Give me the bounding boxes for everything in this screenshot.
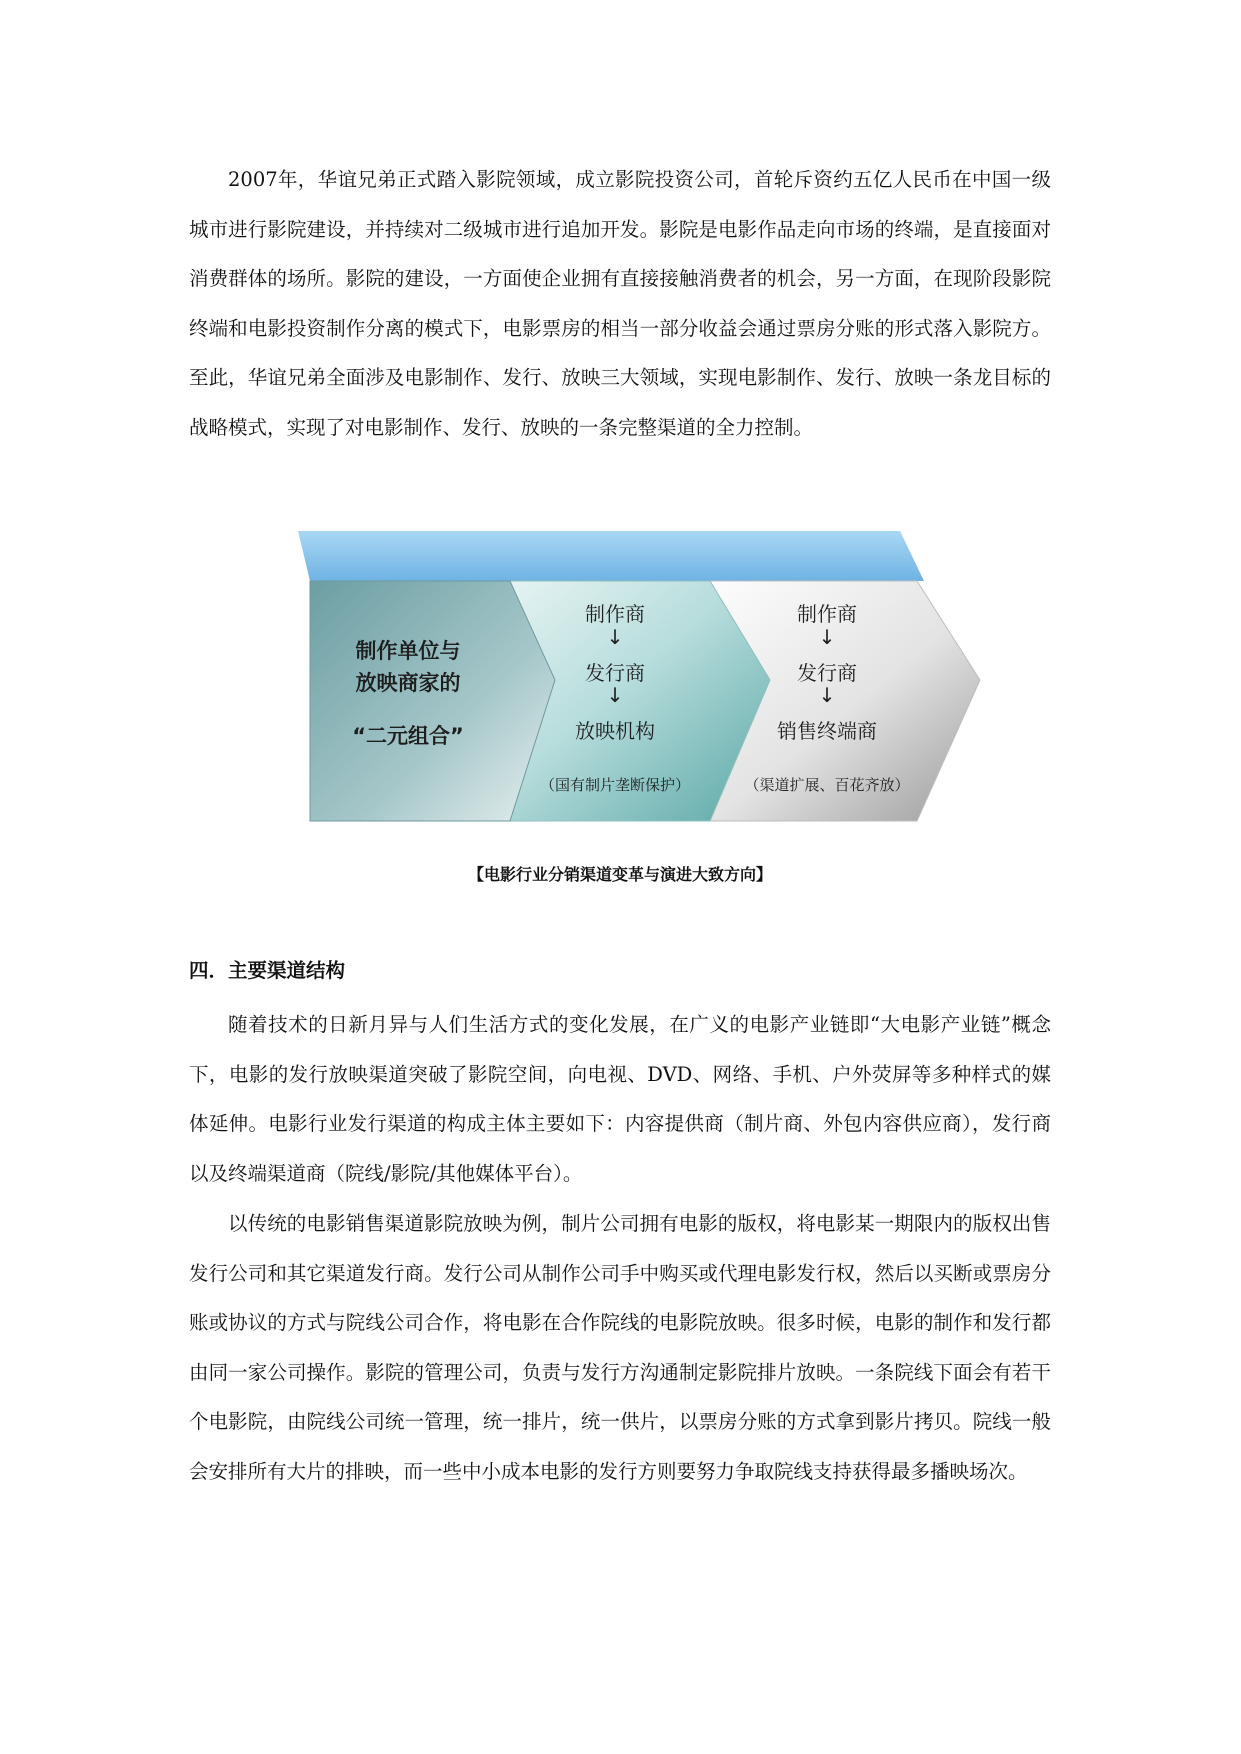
diagram-caption: 【电影行业分销渠道变革与演进大致方向】 <box>467 865 772 884</box>
section-heading: 四．主要渠道结构 <box>189 959 346 982</box>
stage1-line1: 制作单位与 <box>355 639 461 663</box>
stage2-note: （国有制片垄断保护） <box>539 776 690 794</box>
stage2-producer: 制作商 <box>585 602 645 626</box>
diagram-top-band <box>298 531 924 581</box>
stage2-arrow-down-icon: ↓ <box>606 683 624 707</box>
stage2-arrow-down-icon: ↓ <box>606 625 624 649</box>
stage3-arrow-down-icon: ↓ <box>818 683 836 707</box>
channel-evolution-diagram <box>290 527 990 837</box>
stage3-arrow-down-icon: ↓ <box>818 625 836 649</box>
stage1-line3: “二元组合” <box>352 724 464 748</box>
paragraph-cinema-example: 以传统的电影销售渠道影院放映为例，制片公司拥有电影的版权，将电影某一期限内的版权出售发行公司和其它渠道发行商。发行公司从制作公司手中购买或代理电影发行权，然后以买断或票房分账或协议的方式与院线公司合作，将电影在合作院线的电影院放映。很多时候，电影的制作和发行都由同一家公司操作。影院的管理公司，负责与发行方沟通制定影院排片放映。一条院线下面会有若干个电影院，由院线公司统一管理，统一排片，统一供片，以票房分账的方式拿到影片拷贝。院线一般会安排所有大片的排映，而一些中小成本电影的发行方则要努力争取院线支持获得最多播映场次。 <box>189 1212 1051 1483</box>
stage3-producer: 制作商 <box>797 602 857 626</box>
stage2-exhibitor: 放映机构 <box>575 719 655 743</box>
stage3-retailer: 销售终端商 <box>777 719 877 743</box>
stage2-distributor: 发行商 <box>585 661 645 685</box>
stage3-distributor: 发行商 <box>797 661 857 685</box>
paragraph-intro: 2007年，华谊兄弟正式踏入影院领域，成立影院投资公司，首轮斥资约五亿人民币在中国一级城市进行影院建设，并持续对二级城市进行追加开发。影院是电影作品走向市场的终端，是直接面对消费群体的场所。影院的建设，一方面使企业拥有直接接触消费者的机会，另一方面，在现阶段影院终端和电影投资制作分离的模式下，电影票房的相当一部分收益会通过票房分账的形式落入影院方。至此，华谊兄弟全面涉及电影制作、发行、放映三大领域，实现电影制作、发行、放映一条龙目标的战略模式，实现了对电影制作、发行、放映的一条完整渠道的全力控制。 <box>189 168 1051 439</box>
stage3-note: （渠道扩展、百花齐放） <box>744 776 910 794</box>
paragraph-channels: 随着技术的日新月异与人们生活方式的变化发展，在广义的电影产业链即“大电影产业链”概念下，电影的发行放映渠道突破了影院空间，向电视、DVD、网络、手机、户外荧屏等多种样式的媒体延伸。电影行业发行渠道的构成主体主要如下：内容提供商（制片商、外包内容供应商），发行商以及终端渠道商（院线/影院/其他媒体平台）。 <box>189 1013 1051 1185</box>
stage1-line2: 放映商家的 <box>355 671 461 695</box>
